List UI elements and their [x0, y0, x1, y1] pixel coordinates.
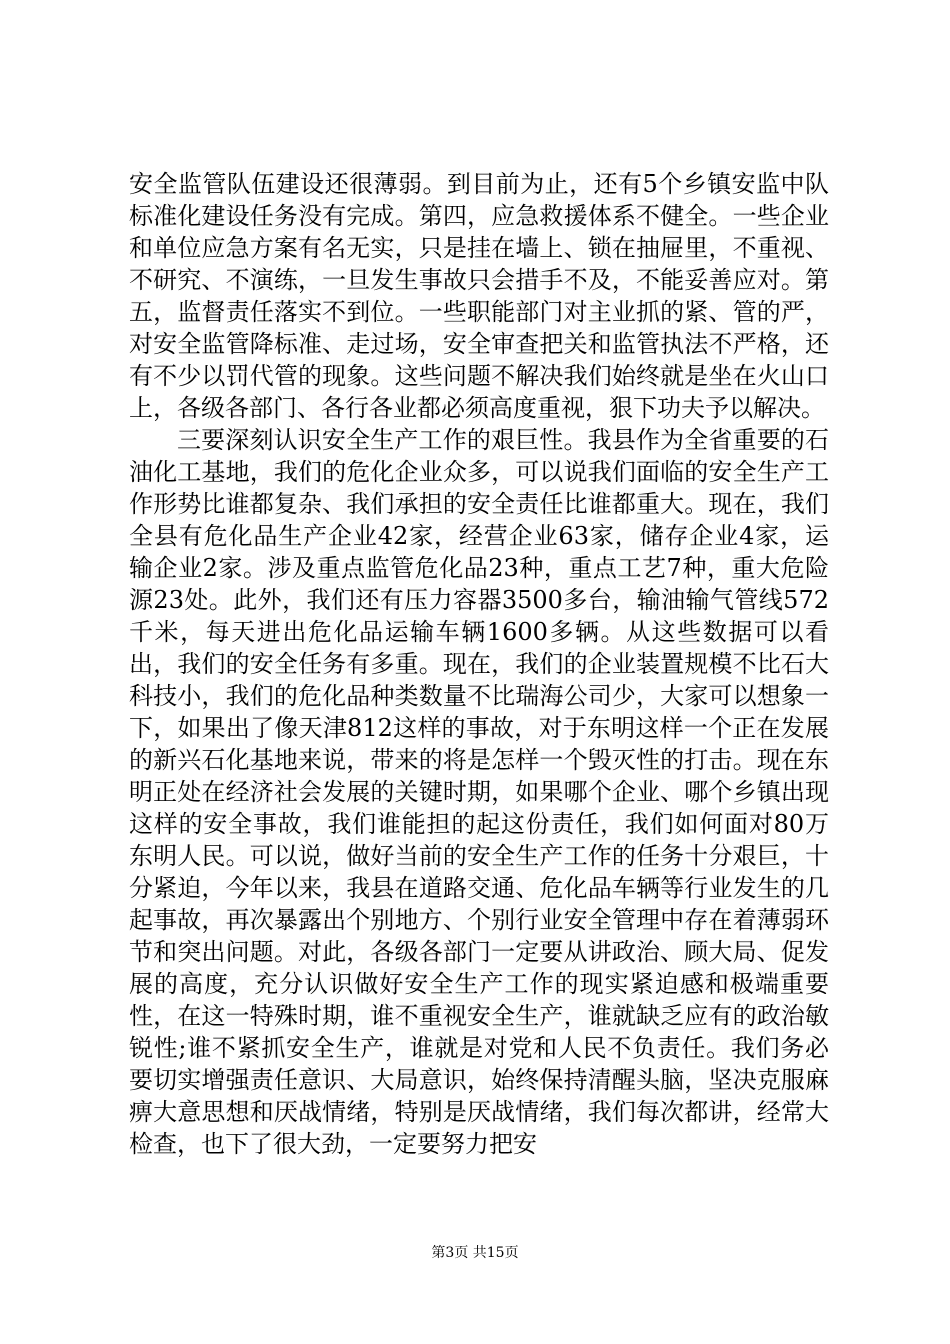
paragraph-2: 三要深刻认识安全生产工作的艰巨性。我县作为全省重要的石油化工基地，我们的危化企业众多，可以说我们面临的安全生产工作形势比谁都复杂、我们承担的安全责任比谁都重大。现在，我们全县有危化品生产企业42家，经营企业63家，储存企业4家，运输企业2家。涉及重点监管危化品23种，重点工艺7种，重大危险源23处。此外，我们还有压力容器3500多台，输油输气管线572千米，每天进出危化品运输车辆1600多辆。从这些数据可以看出，我们的安全任务有多重。现在，我们的企业装置规模不比石大科技小，我们的危化品种类数量不比瑞海公司少，大家可以想象一下，如果出了像天津812这样的事故，对于东明这样一个正在发展的新兴石化基地来说，带来的将是怎样一个毁灭性的打击。现在东明正处在经济社会发展的关键时期，如果哪个企业、哪个乡镇出现这样的安全事故，我们谁能担的起这份责任，我们如何面对80万东明人民。可以说，做好当前的安全生产工作的任务十分艰巨，十分紧迫，今年以来，我县在道路交通、危化品车辆等行业发生的几起事故，再次暴露出个别地方、个别行业安全管理中存在着薄弱环节和突出问题。对此，各级各部门一定要从讲政治、顾大局、促发展的高度，充分认识做好安全生产工作的现实紧迫感和极端重要性，在这一特殊时期，谁不重视安全生产，谁就缺乏应有的政治敏锐性;谁不紧抓安全生产，谁就是对党和人民不负责任。我们务必要切实增强责任意识、大局意识，始终保持清醒头脑，坚决克服麻痹大意思想和厌战情绪，特别是厌战情绪，我们每次都讲，经常大检查，也下了很大劲，一定要努力把安 [129, 426, 829, 1158]
paragraph-1: 安全监管队伍建设还很薄弱。到目前为止，还有5个乡镇安监中队标准化建设任务没有完成。第四，应急救援体系不健全。一些企业和单位应急方案有名无实，只是挂在墙上、锁在抽屉里，不重视、不研究、不演练，一旦发生事故只会措手不及，不能妥善应对。第五，监督责任落实不到位。一些职能部门对主业抓的紧、管的严，对安全监管降标准、走过场，安全审查把关和监管执法不严格，还有不少以罚代管的现象。这些问题不解决我们始终就是坐在火山口上，各级各部门、各行各业都必须高度重视，狠下功夫予以解决。 [129, 170, 829, 422]
page-footer [0, 1243, 950, 1263]
body-text [129, 168, 829, 1160]
page-number-label: 第3页 共15页 [431, 1245, 519, 1261]
